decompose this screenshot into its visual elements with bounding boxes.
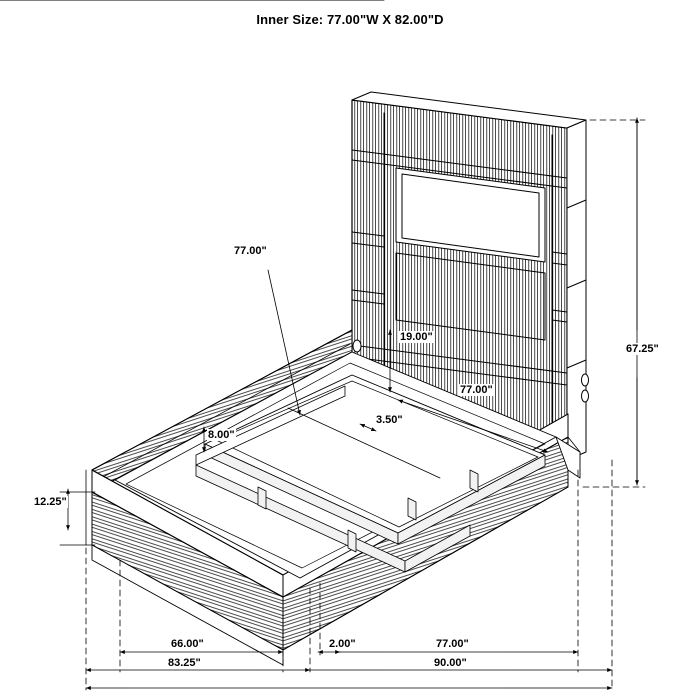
dim-label-overall-width: 90.00" xyxy=(434,657,467,669)
dim-label-headboard-width: 77.00" xyxy=(436,638,469,650)
dim-label-headboard-panel-height: 19.00" xyxy=(400,331,433,343)
dim-label-headboard-height: 67.25" xyxy=(626,343,659,355)
dim-label-slat-span: 77.00" xyxy=(234,245,267,257)
dim-label-deck-clearance: 12.25" xyxy=(34,496,67,508)
dim-label-rail-thickness: 2.00" xyxy=(329,638,356,650)
dim-label-overall-left-length: 83.25" xyxy=(168,657,201,669)
dim-label-interior-length: 66.00" xyxy=(171,638,204,650)
dim-label-slat-width: 3.50" xyxy=(376,414,403,426)
dim-label-rail-height: 8.00" xyxy=(208,429,235,441)
page-title: Inner Size: 77.00"W X 82.00"D xyxy=(256,12,444,27)
dim-label-deck-width: 77.00" xyxy=(460,384,493,396)
